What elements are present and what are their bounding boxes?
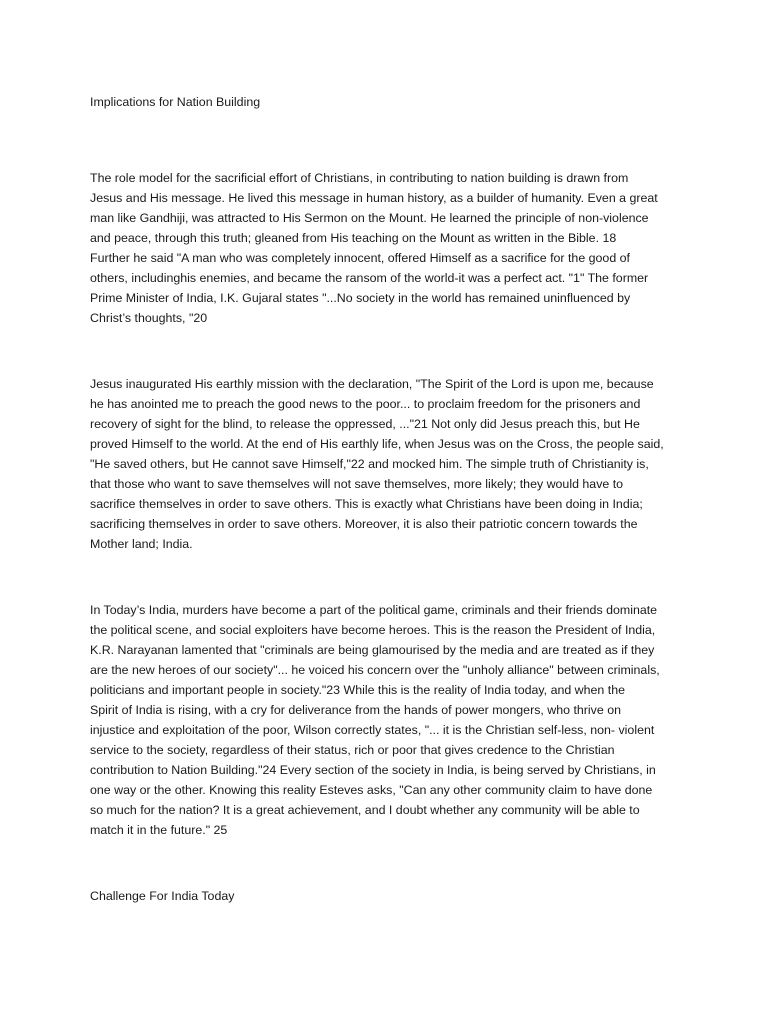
paragraph-line: Christ’s thoughts, "20 [90,311,208,325]
paragraph-line: sacrifice themselves in order to save others. This is exactly what Christians have been doing in India; [90,497,643,511]
spacer [90,554,690,600]
spacer [90,840,690,886]
spacer [90,112,690,168]
section-heading-challenge: Challenge For India Today [90,889,235,903]
paragraph-line: man like Gandhiji, was attracted to His Sermon on the Mount. He learned the principle of non-violence [90,211,649,225]
paragraph-line: Spirit of India is rising, with a cry for deliverance from the hands of power mongers, who thrive on [90,703,621,717]
spacer [90,328,690,374]
paragraph-line: are the new heroes of our society"... he voiced his concern over the "unholy alliance" between criminals, [90,663,660,677]
paragraph-line: so much for the nation? It is a great achievement, and I doubt whether any community will be able to [90,803,640,817]
paragraph-line: one way or the other. Knowing this reality Esteves asks, "Can any other community claim to have done [90,783,653,797]
paragraph-line: match it in the future." 25 [90,823,228,837]
paragraph-line: injustice and exploitation of the poor, Wilson correctly states, "... it is the Christian self-less, non- violent [90,723,655,737]
paragraph-line: "He saved others, but He cannot save Himself,"22 and mocked him. The simple truth of Christianity is, [90,457,649,471]
paragraph-line: Jesus inaugurated His earthly mission with the declaration, "The Spirit of the Lord is upon me, because [90,377,654,391]
paragraph-line: Jesus and His message. He lived this message in human history, as a builder of humanity. Even a great [90,191,658,205]
paragraph-line: that those who want to save themselves will not save themselves, more likely; they would have to [90,477,624,491]
paragraph-line: Further he said "A man who was completely innocent, offered Himself as a sacrifice for the good of [90,251,630,265]
paragraph-line: Prime Minister of India, I.K. Gujaral states "...No society in the world has remained uninfluenced by [90,291,631,305]
paragraph-line: politicians and important people in society."23 While this is the reality of India today, and when the [90,683,625,697]
paragraph-role-model [90,168,690,328]
paragraph-line: sacrificing themselves in order to save others. Moreover, it is also their patriotic concern towards the [90,517,638,531]
paragraph-line: service to the society, regardless of their status, rich or poor that gives credence to the Christian [90,743,615,757]
paragraph-line: The role model for the sacrificial effort of Christians, in contributing to nation building is drawn from [90,171,629,185]
paragraph-line: recovery of sight for the blind, to release the oppressed, ..."21 Not only did Jesus preach this, but He [90,417,640,431]
paragraph-earthly-mission [90,374,690,554]
paragraph-line: he has anointed me to preach the good news to the poor... to proclaim freedom for the prisoners and [90,397,641,411]
section-heading-implications: Implications for Nation Building [90,95,261,109]
paragraph-line: Mother land; India. [90,537,193,551]
paragraph-line: contribution to Nation Building."24 Every section of the society in India, is being served by Christians, in [90,763,656,777]
paragraph-line: proved Himself to the world. At the end of His earthly life, when Jesus was on the Cross, the people said, [90,437,664,451]
paragraph-line: K.R. Narayanan lamented that "criminals are being glamourised by the media and are treated as if they [90,643,655,657]
paragraph-line: others, includinghis enemies, and became the ransom of the world-it was a perfect act. "1" The former [90,271,649,285]
paragraph-todays-india [90,600,690,840]
paragraph-line: the political scene, and social exploiters have become heroes. This is the reason the President of India, [90,623,656,637]
paragraph-line: and peace, through this truth; gleaned from His teaching on the Mount as written in the Bible. 18 [90,231,617,245]
paragraph-line: In Today’s India, murders have become a part of the political game, criminals and their friends dominate [90,603,658,617]
document-body [90,92,690,906]
